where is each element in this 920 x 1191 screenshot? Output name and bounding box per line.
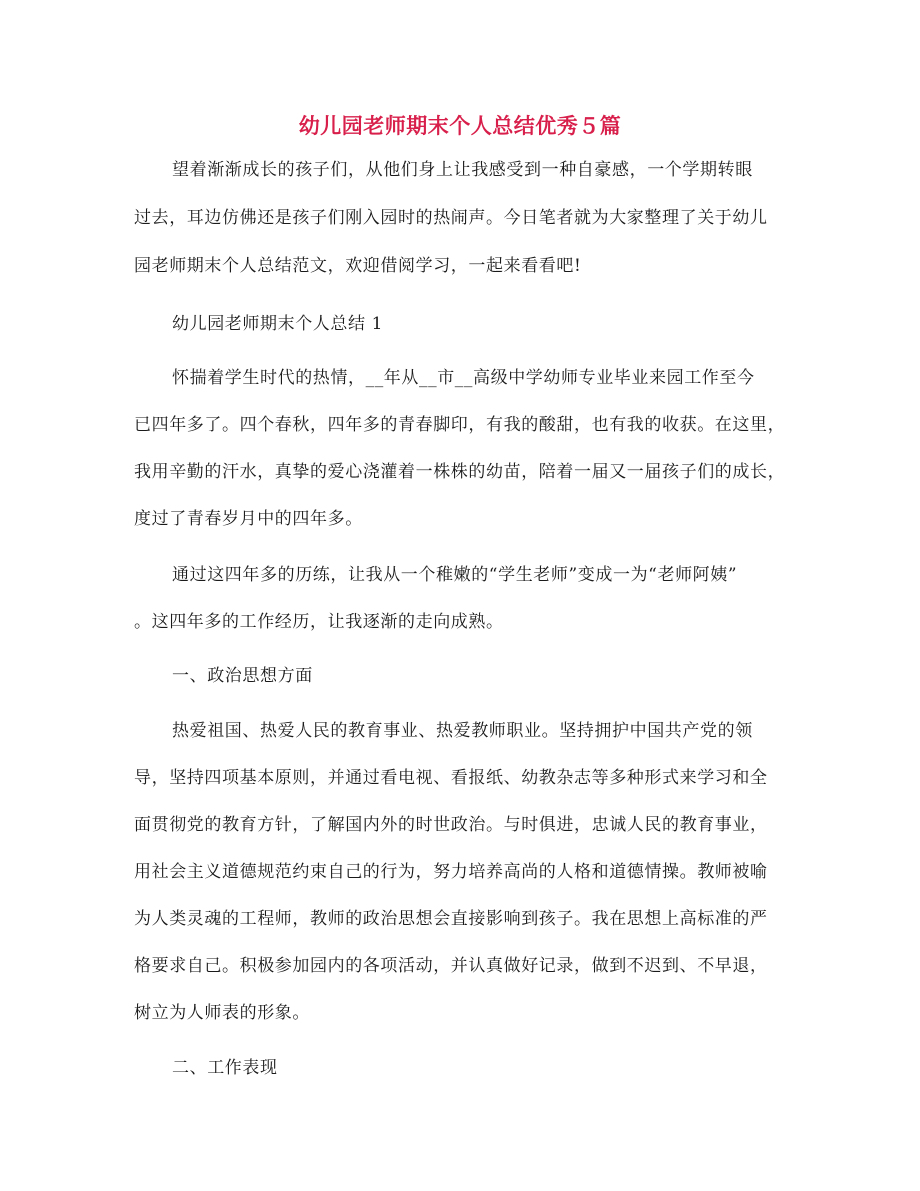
- paragraph-line: 热爱祖国、热爱人民的教育事业、热爱教师职业。坚持拥护中国共产党的领: [172, 721, 753, 741]
- paragraph-line: 我用辛勤的汗水，真挚的爱心浇灌着一株株的幼苗，陪着一届又一届孩子们的成长，: [134, 462, 786, 482]
- paragraph-line: 格要求自己。积极参加园内的各项活动，并认真做好记录，做到不迟到、不早退，: [134, 956, 768, 976]
- paragraph-line: 望着渐渐成长的孩子们，从他们身上让我感受到一种自豪感，一个学期转眼: [172, 160, 753, 180]
- section-heading: 二、工作表现: [172, 1058, 278, 1078]
- paragraph-line: 通过这四年多的历练，让我从一个稚嫩的“学生老师”变成一为“老师阿姨”: [172, 565, 738, 585]
- paragraph-line: 过去，耳边仿佛还是孩子们刚入园时的热闹声。今日笔者就为大家整理了关于幼儿: [134, 208, 768, 228]
- paragraph-line: 。这四年多的工作经历，让我逐渐的走向成熟。: [134, 612, 504, 632]
- paragraph-line: 已四年多了。四个春秋，四年多的青春脚印，有我的酸甜，也有我的收获。在这里，: [134, 415, 786, 435]
- paragraph-line: 用社会主义道德规范约束自己的行为，努力培养高尚的人格和道德情操。教师被喻: [134, 862, 768, 882]
- section-heading: 一、政治思想方面: [172, 666, 313, 686]
- paragraph-line: 怀揣着学生时代的热情，__年从__市__高级中学幼师专业毕业来园工作至今: [172, 368, 755, 388]
- paragraph-line: 面贯彻党的教育方针，了解国内外的时世政治。与时俱进，忠诚人民的教育事业，: [134, 815, 768, 835]
- paragraph-line: 导，坚持四项基本原则，并通过看电视、看报纸、幼教杂志等多种形式来学习和全: [134, 768, 768, 788]
- paragraph-line: 为人类灵魂的工程师，教师的政治思想会直接影响到孩子。我在思想上高标准的严: [134, 909, 768, 929]
- section-heading: 幼儿园老师期末个人总结 1: [172, 314, 384, 334]
- paragraph-line: 度过了青春岁月中的四年多。: [134, 509, 363, 529]
- paragraph-line: 园老师期末个人总结范文，欢迎借阅学习，一起来看看吧!: [134, 256, 582, 276]
- document-title: 幼儿园老师期末个人总结优秀５篇: [298, 114, 622, 138]
- paragraph-line: 树立为人师表的形象。: [134, 1003, 310, 1023]
